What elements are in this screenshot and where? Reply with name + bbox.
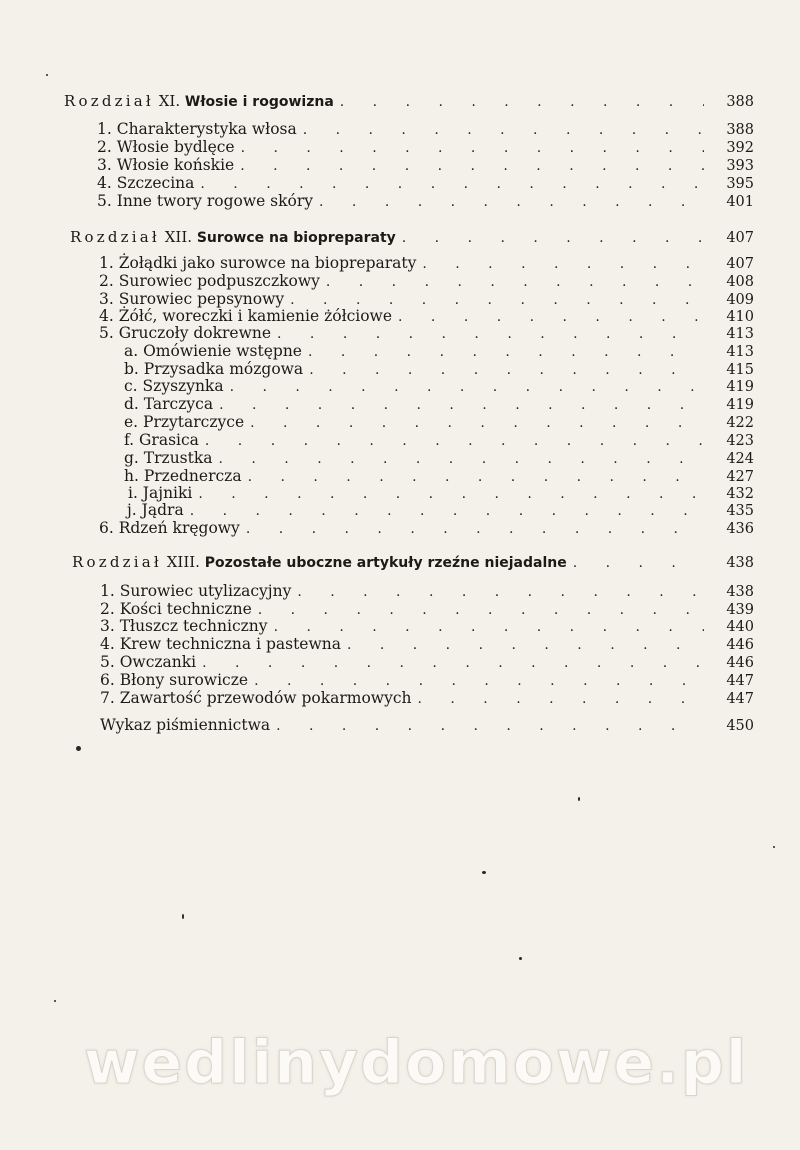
toc-subentry	[0, 360, 800, 378]
entry-label: 1. Surowiec utylizacyjny	[100, 582, 292, 600]
toc-entry	[0, 635, 800, 653]
entry-page-number: 415	[726, 362, 754, 378]
entry-page-number: 440	[726, 619, 754, 635]
toc-entry	[0, 617, 800, 635]
entry-label: j. Jądra	[127, 501, 184, 519]
chapter-page-number: 407	[726, 230, 754, 246]
dot-leader	[340, 93, 704, 111]
entry-page-number: 419	[726, 379, 754, 395]
bibliography-entry	[0, 716, 800, 734]
entry-label: 6. Rdzeń kręgowy	[99, 519, 240, 537]
entry-label: 3. Tłuszcz techniczny	[100, 617, 268, 635]
dot-leader	[205, 432, 704, 450]
entry-label: b. Przysadka mózgowa	[124, 360, 304, 378]
chapter-numeral: XIII.	[166, 553, 200, 571]
chapter-heading	[0, 553, 800, 571]
dot-leader	[250, 414, 704, 432]
dot-leader	[297, 583, 704, 601]
dot-leader	[303, 121, 704, 139]
toc-entry	[0, 272, 800, 290]
dot-leader	[276, 717, 704, 735]
toc-entry	[0, 254, 800, 272]
entry-page-number: 436	[726, 521, 754, 537]
entry-page-number: 450	[726, 718, 754, 734]
dot-leader	[230, 378, 704, 396]
dot-leader	[200, 175, 704, 193]
entry-page-number: 401	[726, 194, 754, 210]
entry-page-number: 393	[726, 158, 754, 174]
entry-label: 7. Zawartość przewodów pokarmowych	[100, 689, 412, 707]
entry-label: 1. Żołądki jako surowce na biopreparaty	[99, 254, 417, 272]
entry-page-number: 413	[726, 344, 754, 360]
toc-entry	[0, 324, 800, 342]
toc-subentry	[0, 484, 800, 502]
chapter-title: Pozostałe uboczne artykuły rzeźne niejadalne	[204, 555, 567, 571]
dot-leader	[241, 139, 704, 157]
toc-entry	[0, 653, 800, 671]
dot-leader	[402, 229, 704, 247]
dot-leader	[219, 396, 704, 414]
entry-label: 1. Charakterystyka włosa	[97, 120, 297, 138]
toc-entry	[0, 156, 800, 174]
entry-label: 6. Błony surowicze	[100, 671, 249, 689]
dot-leader	[326, 273, 704, 291]
toc-entry	[0, 138, 800, 156]
entry-page-number: 439	[726, 602, 754, 618]
chapter-word: Rozdział	[70, 228, 160, 246]
entry-label: 4. Szczecina	[97, 174, 195, 192]
dot-leader	[202, 654, 704, 672]
dot-leader	[190, 502, 704, 520]
entry-page-number: 427	[726, 469, 754, 485]
entry-label: c. Szyszynka	[124, 377, 224, 395]
toc-entry	[0, 174, 800, 192]
toc-subentry	[0, 413, 800, 431]
chapter-title: Włosie i rogowizna	[184, 94, 334, 110]
dot-leader	[422, 255, 704, 273]
chapter-page-number: 388	[726, 94, 754, 110]
entry-page-number: 438	[726, 584, 754, 600]
entry-label: h. Przednercza	[124, 467, 242, 485]
entry-label: d. Tarczyca	[124, 395, 214, 413]
entry-page-number: 410	[726, 309, 754, 325]
entry-page-number: 413	[726, 326, 754, 342]
entry-label: 4. Żółć, woreczki i kamienie żółciowe	[99, 307, 393, 325]
toc-entry	[0, 307, 800, 325]
entry-page-number: 432	[726, 486, 754, 502]
dot-leader	[418, 690, 705, 708]
toc-entry	[0, 290, 800, 308]
entry-page-number: 422	[726, 415, 754, 431]
toc-entry	[0, 120, 800, 138]
entry-label: 3. Włosie końskie	[97, 156, 235, 174]
toc-entry	[0, 689, 800, 707]
toc-entry	[0, 600, 800, 618]
toc-subentry	[0, 501, 800, 519]
entry-label: 5. Owczanki	[100, 653, 197, 671]
dot-leader	[274, 618, 704, 636]
entry-page-number: 423	[726, 433, 754, 449]
dot-leader	[573, 554, 704, 572]
dot-leader	[308, 343, 704, 361]
dot-leader	[277, 325, 704, 343]
entry-label: Wykaz piśmiennictwa	[100, 716, 271, 734]
toc-subentry	[0, 377, 800, 395]
entry-page-number: 408	[726, 274, 754, 290]
chapter-numeral: XI.	[158, 92, 181, 110]
chapter-heading	[0, 92, 800, 110]
toc-entry	[0, 519, 800, 537]
entry-label: 5. Inne twory rogowe skóry	[97, 192, 314, 210]
entry-page-number: 388	[726, 122, 754, 138]
entry-page-number: 447	[726, 691, 754, 707]
entry-label: a. Omówienie wstępne	[124, 342, 302, 360]
dot-leader	[246, 520, 704, 538]
entry-page-number: 446	[726, 637, 754, 653]
entry-label: 3. Surowiec pepsynowy	[99, 290, 285, 308]
toc-entry	[0, 582, 800, 600]
entry-page-number: 446	[726, 655, 754, 671]
toc-subentry	[0, 342, 800, 360]
entry-label: 5. Gruczoły dokrewne	[99, 324, 272, 342]
entry-label: e. Przytarczyce	[124, 413, 245, 431]
toc-subentry	[0, 467, 800, 485]
dot-leader	[219, 450, 705, 468]
entry-page-number: 409	[726, 292, 754, 308]
watermark-text: wedlinydomowe.pl	[84, 1028, 749, 1098]
dot-leader	[347, 636, 704, 654]
toc-entry	[0, 192, 800, 210]
entry-label: i. Jajniki	[128, 484, 193, 502]
toc-entry	[0, 671, 800, 689]
dot-leader	[319, 193, 704, 211]
chapter-page-number: 438	[726, 555, 754, 571]
entry-label: g. Trzustka	[124, 449, 213, 467]
entry-page-number: 407	[726, 256, 754, 272]
entry-page-number: 395	[726, 176, 754, 192]
entry-label: 4. Krew techniczna i pastewna	[100, 635, 341, 653]
entry-page-number: 392	[726, 140, 754, 156]
entry-label: 2. Surowiec podpuszczkowy	[99, 272, 320, 290]
entry-page-number: 435	[726, 503, 754, 519]
toc-subentry	[0, 449, 800, 467]
toc-subentry	[0, 431, 800, 449]
entry-page-number: 447	[726, 673, 754, 689]
entry-page-number: 424	[726, 451, 754, 467]
entry-label: f. Grasica	[124, 431, 199, 449]
chapter-word: Rozdział	[64, 92, 154, 110]
toc-subentry	[0, 395, 800, 413]
chapter-title: Surowce na biopreparaty	[196, 230, 396, 246]
entry-page-number: 419	[726, 397, 754, 413]
entry-label: 2. Włosie bydlęce	[97, 138, 235, 156]
dot-leader	[254, 672, 704, 690]
chapter-numeral: XII.	[164, 228, 193, 246]
dot-leader	[240, 157, 704, 175]
entry-label: 2. Kości techniczne	[100, 600, 252, 618]
chapter-heading	[0, 228, 800, 246]
chapter-word: Rozdział	[72, 553, 162, 571]
